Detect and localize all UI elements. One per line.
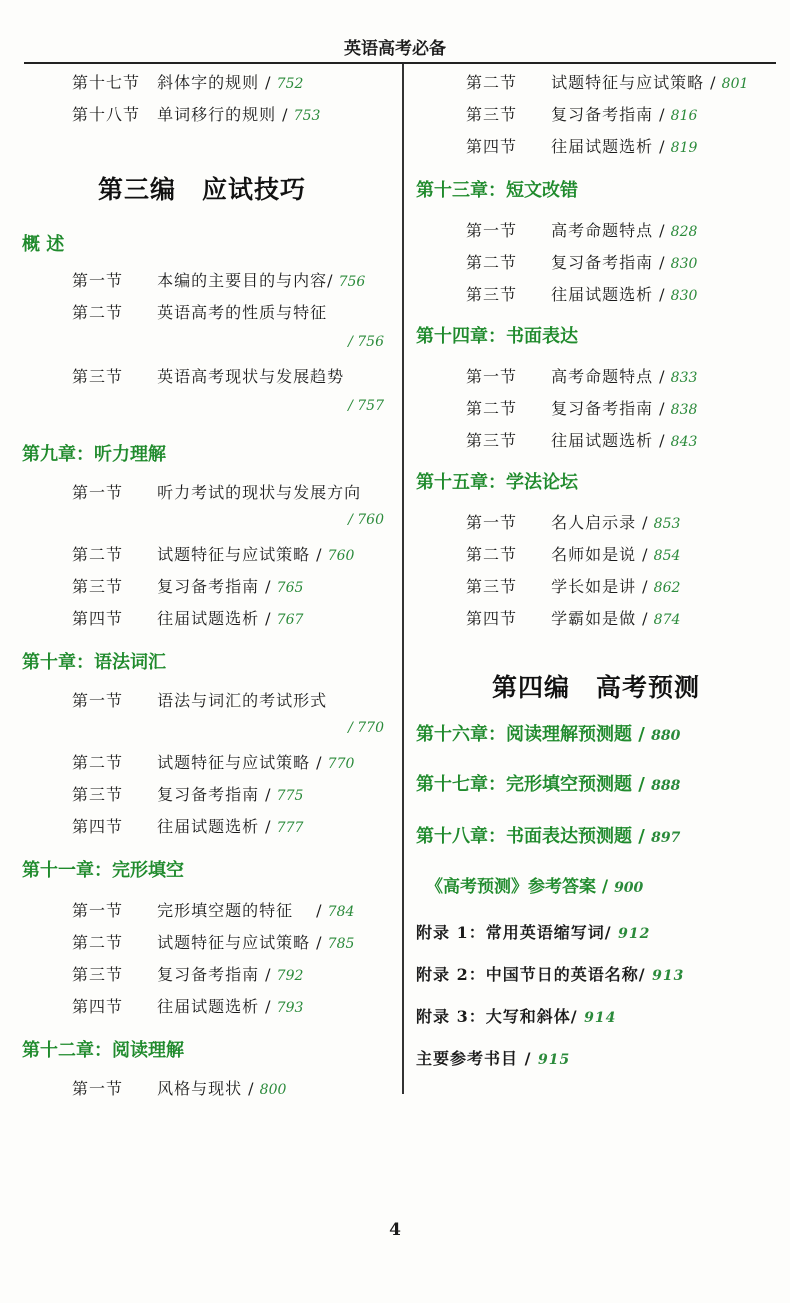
section-title: 斜体字的规则 / bbox=[157, 73, 272, 92]
page-ref: 853 bbox=[653, 516, 681, 532]
chapter-title: 《高考预测》参考答案 / bbox=[426, 877, 609, 897]
section-title: 语法与词汇的考试形式 bbox=[157, 691, 328, 710]
section-number: 第二节 bbox=[466, 253, 518, 272]
section-number: 第一节 bbox=[72, 691, 124, 710]
section-title: 听力考试的现状与发展方向 bbox=[157, 483, 362, 502]
section-title: 风格与现状 / bbox=[157, 1079, 255, 1098]
section-number: 第四节 bbox=[72, 997, 124, 1016]
page-ref: 880 bbox=[651, 728, 681, 744]
page-ref: 770 bbox=[327, 756, 355, 772]
page-ref: 854 bbox=[653, 548, 681, 564]
section-number: 第三节 bbox=[466, 285, 518, 304]
toc-entry[interactable] bbox=[466, 364, 697, 387]
page-ref: 753 bbox=[293, 108, 321, 124]
section-number: 第三节 bbox=[72, 367, 124, 386]
page-ref: 874 bbox=[653, 612, 681, 628]
toc-entry[interactable] bbox=[466, 510, 680, 533]
toc-entry[interactable] bbox=[466, 606, 680, 629]
section-number: 第二节 bbox=[72, 933, 124, 952]
toc-entry[interactable] bbox=[466, 250, 697, 273]
section-title: 复习备考指南 / bbox=[157, 577, 272, 596]
section-title: 英语高考现状与发展趋势 bbox=[157, 367, 345, 386]
section-title: 往届试题选析 / bbox=[551, 285, 666, 304]
page-ref: / 760 bbox=[348, 512, 384, 528]
toc-entry[interactable] bbox=[72, 814, 303, 837]
section-number: 第三节 bbox=[466, 431, 518, 450]
toc-entry[interactable] bbox=[72, 70, 303, 93]
page-ref: 816 bbox=[670, 108, 698, 124]
page-ref: 775 bbox=[276, 788, 304, 804]
section-number: 第二节 bbox=[72, 303, 124, 322]
section-title: 学长如是讲 / bbox=[551, 577, 649, 596]
section-number: 第一节 bbox=[72, 901, 124, 920]
section-title: 复习备考指南 / bbox=[551, 105, 666, 124]
page-ref: 897 bbox=[651, 830, 681, 846]
chapter-heading[interactable]: 第十一章：完形填空 bbox=[22, 860, 184, 881]
chapter-heading[interactable] bbox=[416, 720, 680, 746]
section-title: 试题特征与应试策略 / bbox=[157, 753, 323, 772]
toc-entry[interactable] bbox=[72, 364, 344, 387]
page-ref: 784 bbox=[327, 904, 355, 920]
section-title: 往届试题选析 / bbox=[551, 431, 666, 450]
chapter-heading[interactable] bbox=[416, 770, 680, 796]
section-title: 试题特征与应试策略 / bbox=[157, 933, 323, 952]
toc-entry[interactable] bbox=[466, 102, 697, 125]
section-title: 往届试题选析 / bbox=[157, 997, 272, 1016]
section-title: 复习备考指南 / bbox=[157, 785, 272, 804]
section-number: 第四节 bbox=[72, 817, 124, 836]
section-title: 复习备考指南 / bbox=[157, 965, 272, 984]
section-number: 第三节 bbox=[466, 577, 518, 596]
page-ref: 843 bbox=[670, 434, 698, 450]
toc-entry[interactable] bbox=[72, 962, 303, 985]
section-title: 往届试题选析 / bbox=[157, 609, 272, 628]
section-title: 名人启示录 / bbox=[551, 513, 649, 532]
page-ref: 828 bbox=[670, 224, 698, 240]
section-number: 第一节 bbox=[466, 513, 518, 532]
chapter-title: 第十七章：完形填空预测题 / bbox=[416, 774, 645, 795]
toc-entry[interactable] bbox=[466, 282, 697, 305]
page-ref: 767 bbox=[276, 612, 304, 628]
page-ref: 756 bbox=[338, 274, 366, 290]
page-ref: 914 bbox=[584, 1010, 617, 1026]
toc-entry[interactable] bbox=[72, 782, 303, 805]
section-title: 本编的主要目的与内容/ bbox=[157, 271, 334, 290]
section-number: 第一节 bbox=[466, 221, 518, 240]
part-title: 第三编 应试技巧 bbox=[98, 175, 307, 204]
toc-entry[interactable] bbox=[72, 930, 354, 953]
section-title: 复习备考指南 / bbox=[551, 253, 666, 272]
section-number: 第四节 bbox=[466, 609, 518, 628]
page-ref: 900 bbox=[614, 880, 644, 896]
chapter-heading[interactable] bbox=[416, 822, 680, 848]
section-number: 第二节 bbox=[72, 545, 124, 564]
running-head: 英语高考必备 bbox=[344, 39, 446, 59]
section-number: 第二节 bbox=[466, 545, 518, 564]
page-ref: 830 bbox=[670, 288, 698, 304]
toc-entry[interactable] bbox=[72, 898, 354, 921]
page-ref: 785 bbox=[327, 936, 355, 952]
toc-entry[interactable] bbox=[72, 300, 327, 323]
page-number: 4 bbox=[389, 1220, 401, 1240]
section-number: 第二节 bbox=[466, 73, 518, 92]
page-ref: 819 bbox=[670, 140, 698, 156]
page-ref: 793 bbox=[276, 1000, 304, 1016]
toc-entry[interactable] bbox=[72, 574, 303, 597]
page-ref: 915 bbox=[538, 1052, 571, 1068]
appendix-entry[interactable] bbox=[416, 1004, 616, 1027]
page-ref: 801 bbox=[721, 76, 749, 92]
appendix-label: 附录 2：中国节日的英语名称/ bbox=[416, 965, 646, 984]
chapter-heading[interactable]: 第十三章：短文改错 bbox=[416, 180, 578, 201]
section-title: 试题特征与应试策略 / bbox=[157, 545, 323, 564]
chapter-heading[interactable]: 第十五章：学法论坛 bbox=[416, 472, 578, 493]
page-ref: 777 bbox=[276, 820, 304, 836]
appendix-entry[interactable] bbox=[416, 1046, 570, 1069]
section-number: 第四节 bbox=[466, 137, 518, 156]
chapter-heading[interactable]: 第十四章：书面表达 bbox=[416, 326, 578, 347]
toc-entry[interactable] bbox=[72, 268, 365, 291]
section-title: 往届试题选析 / bbox=[157, 817, 272, 836]
section-number: 第二节 bbox=[466, 399, 518, 418]
toc-entry[interactable] bbox=[466, 70, 748, 93]
section-number: 第一节 bbox=[72, 1079, 124, 1098]
appendix-entry[interactable] bbox=[416, 920, 650, 943]
page-ref: / 756 bbox=[348, 334, 384, 350]
chapter-title: 第十八章：书面表达预测题 / bbox=[416, 826, 645, 847]
section-title: 往届试题选析 / bbox=[551, 137, 666, 156]
section-number: 第三节 bbox=[72, 965, 124, 984]
part-title: 第四编 高考预测 bbox=[492, 673, 701, 702]
page-ref: 838 bbox=[670, 402, 698, 418]
toc-entry[interactable] bbox=[72, 688, 327, 711]
toc-entry[interactable] bbox=[72, 480, 361, 503]
section-title: 名师如是说 / bbox=[551, 545, 649, 564]
toc-entry[interactable] bbox=[466, 428, 697, 451]
toc-entry[interactable] bbox=[72, 606, 303, 629]
section-number: 第三节 bbox=[72, 785, 124, 804]
section-number: 第四节 bbox=[72, 609, 124, 628]
page-ref: 800 bbox=[259, 1082, 287, 1098]
toc-entry[interactable] bbox=[466, 396, 697, 419]
appendix-entry[interactable] bbox=[416, 962, 684, 985]
page-ref: 862 bbox=[653, 580, 681, 596]
section-number: 第二节 bbox=[72, 753, 124, 772]
page-ref: 912 bbox=[618, 926, 651, 942]
page-ref: / 757 bbox=[348, 398, 384, 414]
section-title: 试题特征与应试策略 / bbox=[551, 73, 717, 92]
chapter-heading[interactable]: 第十二章：阅读理解 bbox=[22, 1040, 184, 1061]
page-ref: 888 bbox=[651, 778, 681, 794]
section-title: 英语高考的性质与特征 bbox=[157, 303, 328, 322]
page-ref: 765 bbox=[276, 580, 304, 596]
toc-entry[interactable] bbox=[72, 750, 354, 773]
section-number: 第十七节 bbox=[72, 73, 141, 92]
column-divider bbox=[402, 64, 404, 1094]
section-title: 高考命题特点 / bbox=[551, 367, 666, 386]
toc-entry[interactable] bbox=[466, 542, 680, 565]
chapter-heading[interactable]: 第九章：听力理解 bbox=[22, 444, 166, 465]
page-ref: 792 bbox=[276, 968, 304, 984]
toc-entry[interactable] bbox=[466, 218, 697, 241]
section-number: 第一节 bbox=[72, 483, 124, 502]
page-ref: 830 bbox=[670, 256, 698, 272]
chapter-heading[interactable]: 第十章：语法词汇 bbox=[22, 652, 166, 673]
page-ref: 752 bbox=[276, 76, 304, 92]
toc-entry[interactable] bbox=[466, 134, 697, 157]
section-title: 高考命题特点 / bbox=[551, 221, 666, 240]
page-ref: 833 bbox=[670, 370, 698, 386]
section-number: 第一节 bbox=[466, 367, 518, 386]
toc-entry[interactable] bbox=[72, 1076, 286, 1099]
page-ref: 913 bbox=[652, 968, 685, 984]
page-ref: / 770 bbox=[348, 720, 384, 736]
toc-entry[interactable] bbox=[72, 542, 354, 565]
section-number: 第十八节 bbox=[72, 105, 141, 124]
toc-entry[interactable] bbox=[466, 574, 680, 597]
chapter-title: 第十六章：阅读理解预测题 / bbox=[416, 724, 645, 745]
section-number: 第三节 bbox=[466, 105, 518, 124]
page-ref: 760 bbox=[327, 548, 355, 564]
section-number: 第三节 bbox=[72, 577, 124, 596]
section-title: 完形填空题的特征 / bbox=[157, 901, 323, 920]
section-title: 单词移行的规则 / bbox=[157, 105, 289, 124]
appendix-label: 附录 3：大写和斜体/ bbox=[416, 1007, 578, 1026]
section-title: 复习备考指南 / bbox=[551, 399, 666, 418]
toc-entry[interactable] bbox=[72, 994, 303, 1017]
appendix-label: 附录 1：常用英语缩写词/ bbox=[416, 923, 612, 942]
section-number: 第一节 bbox=[72, 271, 124, 290]
section-title: 学霸如是做 / bbox=[551, 609, 649, 628]
chapter-heading[interactable]: 概 述 bbox=[22, 234, 65, 255]
toc-entry[interactable] bbox=[72, 102, 320, 125]
appendix-label: 主要参考书目 / bbox=[416, 1049, 532, 1068]
header-rule bbox=[24, 62, 776, 64]
chapter-heading[interactable] bbox=[426, 872, 643, 897]
